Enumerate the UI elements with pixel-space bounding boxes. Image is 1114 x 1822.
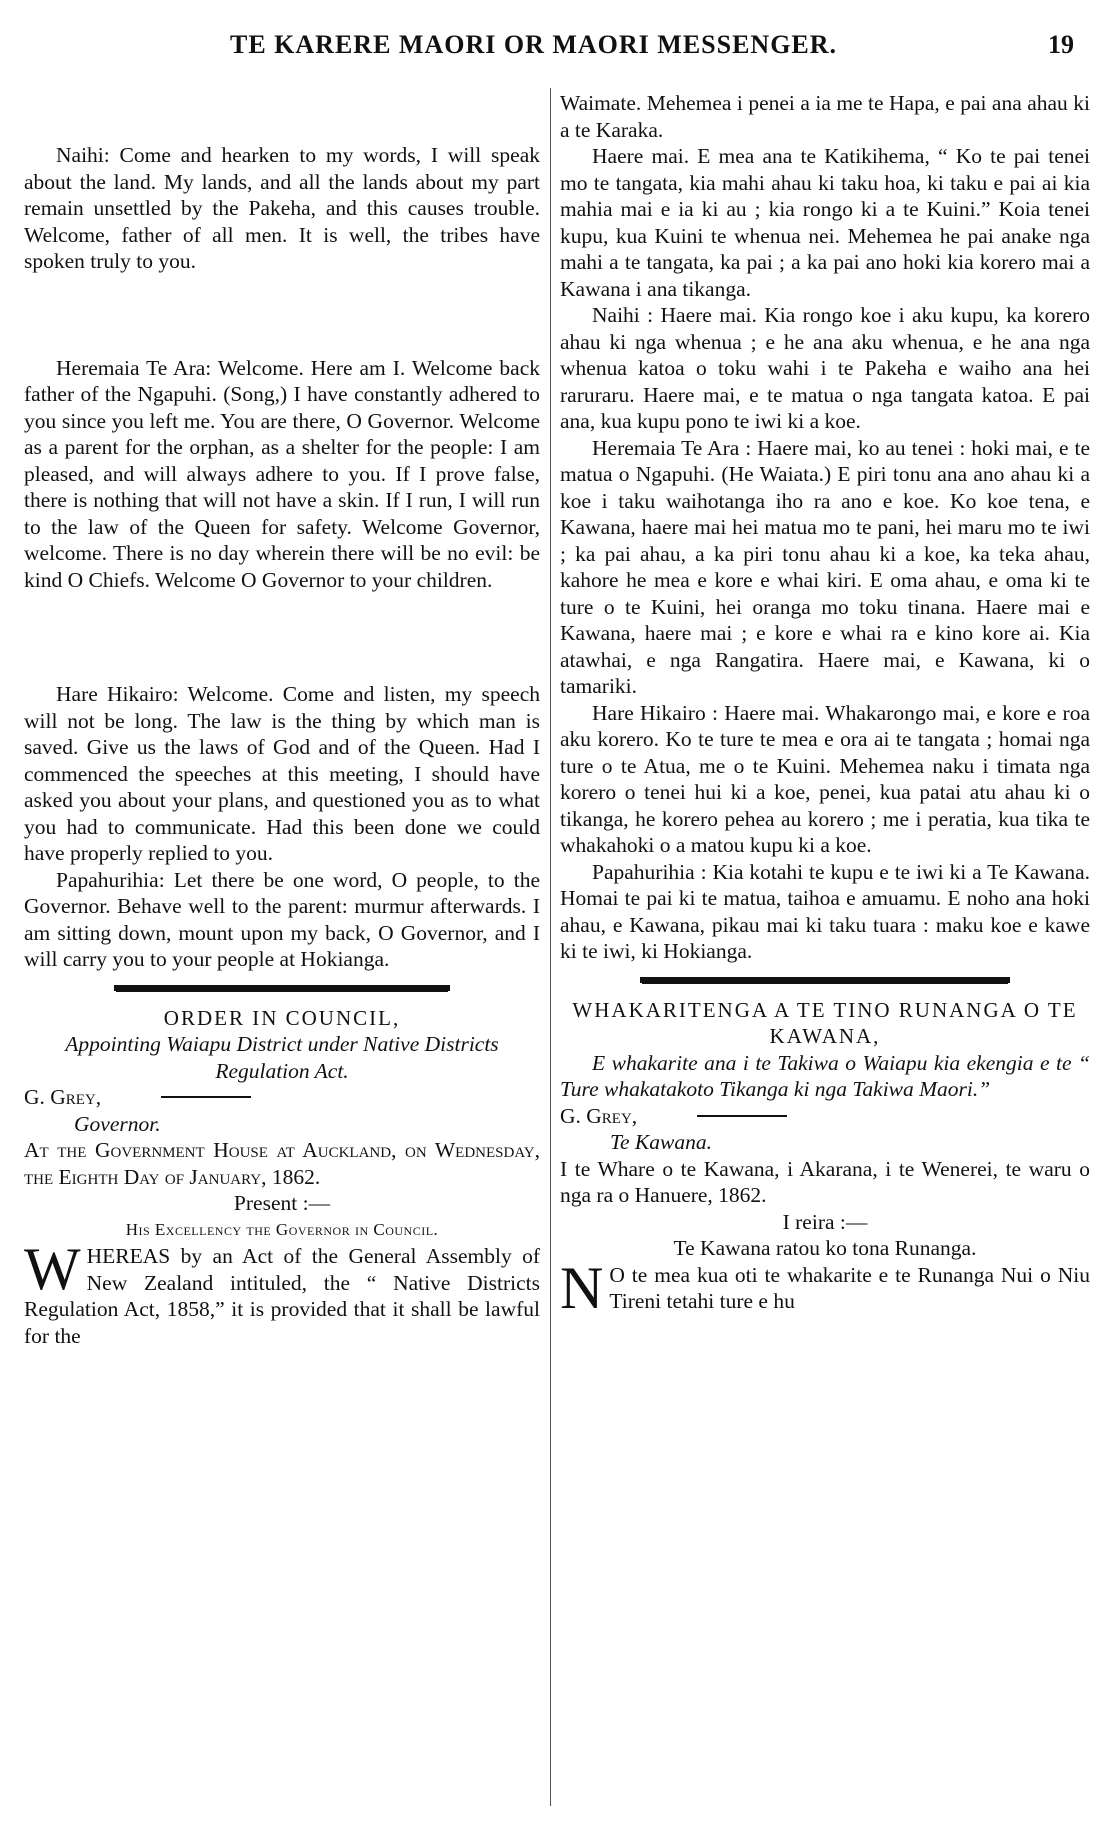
heremaia-maori-paragraph: Heremaia Te Ara : Haere mai, ko au tenei : hoki mai, e te matua o Ngapuhi. (He Waiata.) E piri tonu ana ano ahau ki a koe i taku waihotanga iho ra ano e koe. Ko koe tena, e Kawana, haere mai hei matua mo te pani, hei maru mo te iwi ; ka pai ahau, a ka piri tonu ahau ki a koe, ka teka ahau, kahore he mea e kore e whai kiri. E oma ahau, e oma ki te ture o te Kuini, hei oranga mo toku tinana. Haere mai e Kawana, haere mai ; e kore e whai ra e kino kore ai. Kia atawhai, e nga Rangatira. Haere mai, e Kawana, ki o tamariki. <box>560 435 1090 698</box>
whakaritenga-subheading: E whakarite ana i te Takiwa o Waiapu kia ekengia e te “ Ture whakatakoto Tikanga ki nga Takiwa Maori.” <box>560 1050 1090 1101</box>
closing-text: O te mea kua oti te whakarite e te Runanga Nui o Niu Tireni tetahi ture e hu <box>609 1262 1090 1313</box>
order-subheading: Appointing Waiapu District under Native Districts Regulation Act. <box>65 1032 499 1083</box>
haere-paragraph: Haere mai. E mea ana te Katikihema, “ Ko te pai tenei mo te tangata, kia mahi ahau ki taku hoa, ki taku e pai ai kia mahia mai e ia ki au ; kia rongo ki a te Kuini.” Koia tenei kupu, kua Kuini te whenua nei. Mehemea he pai anake nga mahi a te tangata, ka pai ; a ka pai ano hoki kia korero mai a Kawana i ana tikanga. <box>560 144 1090 301</box>
whereas-paragraph <box>24 1236 540 1349</box>
signature-dash <box>697 1115 787 1117</box>
naihi-maori-paragraph: Naihi : Haere mai. Kia rongo koe i aku kupu, ka korero ahau ki nga whenua ; e he ana aku whenua, e he ana nga whenua katoa o toku wahi i te Pakeha e waiho ana hei raruraru. Haere mai, e te matua o nga tangata katoa. E pai ana, kua kupu pono te iwi ki a koe. <box>560 303 1090 433</box>
page-header <box>0 30 1114 70</box>
closing-paragraph <box>560 1254 1090 1321</box>
maori-column <box>560 90 1090 1321</box>
spacer <box>24 275 540 355</box>
page-title: TE KARERE MAORI OR MAORI MESSENGER. <box>230 30 838 59</box>
signer-title: Governor. <box>74 1111 161 1136</box>
section-rule <box>114 985 450 991</box>
whereas-text: HEREAS by an Act of the General Assembly of New Zealand intituled, the “ Native Districts Regulation Act, 1858,” it is provided that it shall be lawful for the <box>24 1244 540 1348</box>
kawana-runanga-line: Te Kawana ratou ko tona Runanga. <box>673 1236 977 1260</box>
drop-cap: W <box>24 1236 81 1302</box>
order-heading: ORDER IN COUNCIL, <box>163 1005 401 1030</box>
column-divider <box>550 88 551 1806</box>
spacer <box>24 90 540 142</box>
whakaritenga-heading: WHAKARITENGA A TE TINO RUNANGA O TE KAWANA, <box>572 997 1078 1048</box>
papahurihia-maori-paragraph: Papahurihia : Kia kotahi te kupu e te iwi ki a Te Kawana. Homai te pai ki te matua, taihoa e amuamu. E noho ana hoki ahau, e Kawana, pikau mai ki taku tuara : maku koe e kawe ki te iwi, ki Hokianga. <box>560 859 1090 963</box>
hare-hikairo-maori-paragraph: Hare Hikairo : Haere mai. Whakarongo mai, e kore e roa aku korero. Ko te ture te mea e ora ai te tangata ; homai nga ture o te Atua, me o te Kuini. Mehemea naku i timata nga korero o tenei hui ki a koe, penei, kua patai atu ahau ki o tikanga, he korero pehea au korero ; me i peratia, kua tika te whakahoki o a matou kupu ki a koe. <box>560 700 1090 857</box>
english-column <box>24 90 540 1349</box>
heremaia-paragraph: Heremaia Te Ara: Welcome. Here am I. Welcome back father of the Ngapuhi. (Song,) I have constantly adhered to you since you left me. You are there, O Governor. Welcome as a parent for the orphan, as a shelter for the people: I am pleased, and will always adhere to you. If I prove false, there is nothing that will not have a skin. If I run, I will run to the law of the Queen for safety. Welcome Governor, welcome. There is no day wherein there will be no evil: be kind O Chiefs. Welcome O Governor to your children. <box>24 355 540 592</box>
drop-cap: N <box>560 1254 604 1321</box>
his-excellency-line: His Excellency the Governor in Council. <box>125 1219 439 1239</box>
section-rule <box>640 977 1010 983</box>
waimate-paragraph: Waimate. Mehemea i penei a ia me te Hapa, e pai ana ahau ki a te Karaka. <box>560 91 1090 142</box>
signer-title: Te Kawana. <box>610 1130 712 1154</box>
papahurihia-paragraph: Papahurihia: Let there be one word, O people, to the Governor. Behave well to the parent: murmur afterwards. I am sitting down, mount upon my back, O Governor, and I will carry you to your people at Hokianga. <box>24 867 540 971</box>
signature-dash <box>161 1096 251 1098</box>
signer-name: G. Grey, <box>24 1085 102 1109</box>
reira-line: I reira :— <box>782 1209 868 1234</box>
naihi-paragraph: Naihi: Come and hearken to my words, I will speak about the land. My lands, and all the lands about my part remain unsettled by the Pakeha, and this causes trouble. Welcome, father of all men. It is well, the tribes have spoken truly to you. <box>24 143 540 273</box>
whare-line: I te Whare o te Kawana, i Akarana, i te Wenerei, te waru o nga ra o Hanuere, 1862. <box>560 1156 1090 1207</box>
hare-hikairo-paragraph: Hare Hikairo: Welcome. Come and listen, my speech will not be long. The law is the thing by which man is saved. Give us the laws of God and of the Queen. Had I commenced the speeches at this meeting, I should have asked you about your plans, and questioned you as to what you had to communicate. Had this been done we could have properly replied to you. <box>24 682 540 865</box>
government-house-line: At the Government House at Auckland, on Wednesday, the Eighth Day of January, 1862. <box>24 1138 540 1189</box>
signature-line <box>24 1084 540 1111</box>
signature-line <box>560 1103 1090 1130</box>
spacer <box>24 593 540 681</box>
signer-name: G. Grey, <box>560 1103 638 1128</box>
present-line: Present :— <box>233 1191 331 1215</box>
page-number: 19 <box>1048 30 1074 59</box>
